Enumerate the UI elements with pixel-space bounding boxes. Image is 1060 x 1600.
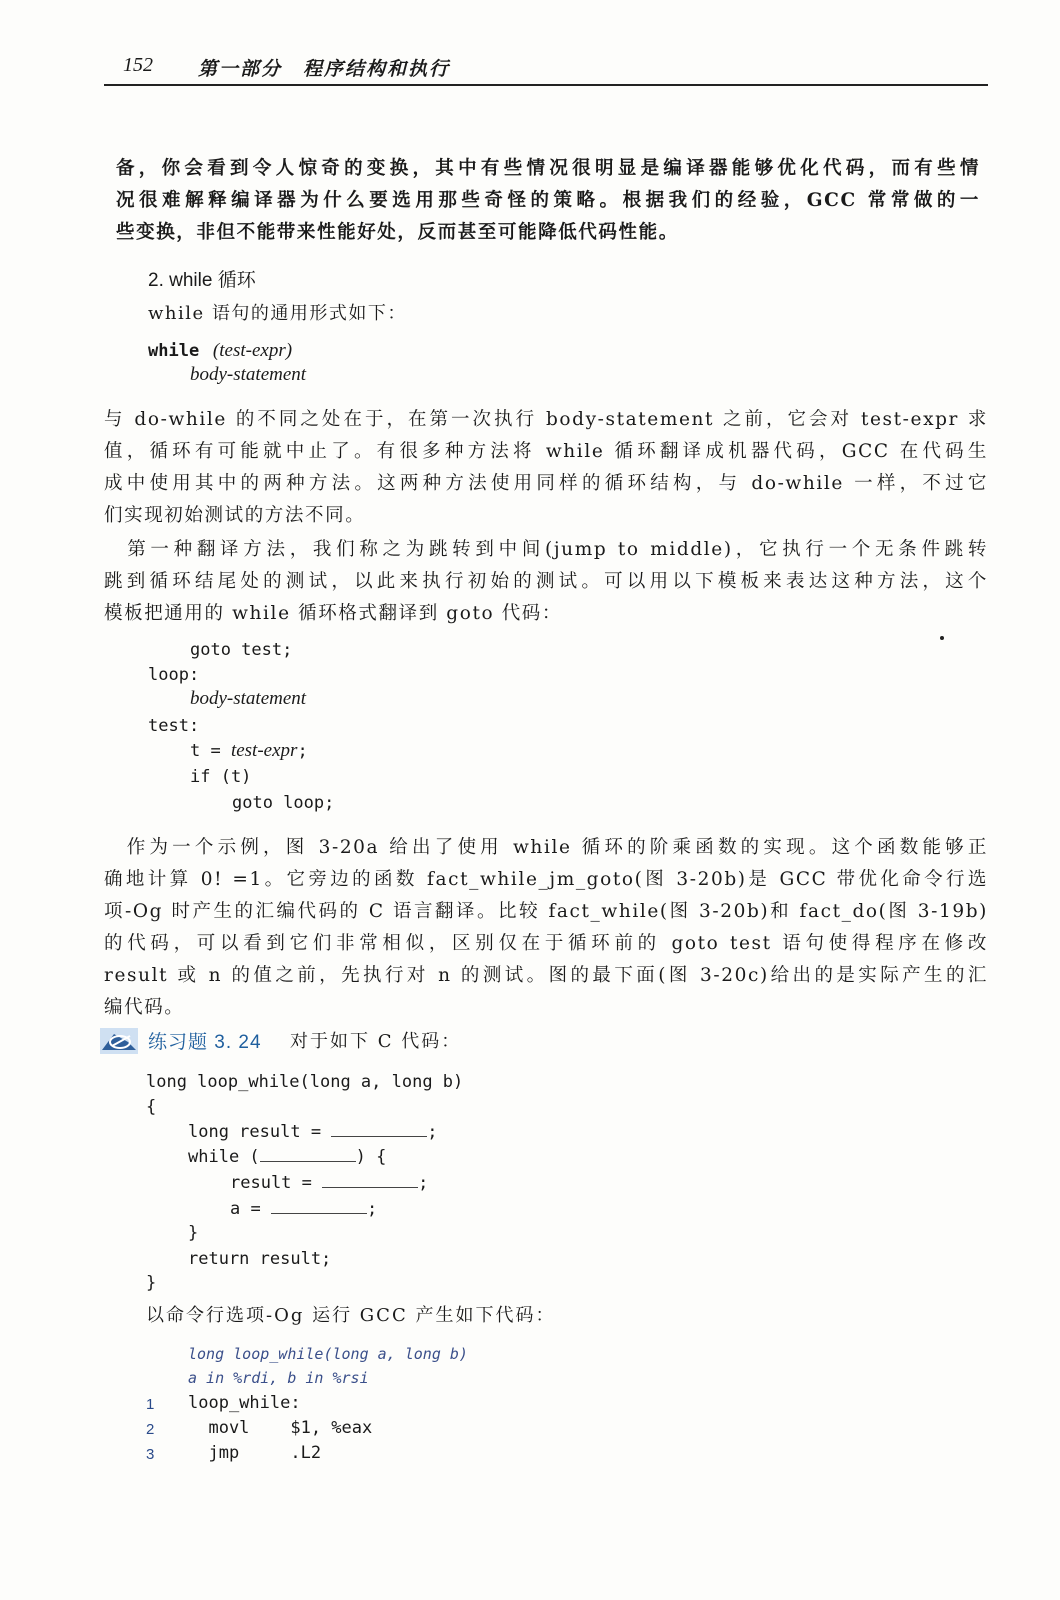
code-fragment: test-expr [230,740,298,761]
page-number: 152 [123,54,153,76]
c-code-line [230,1199,377,1219]
section-heading: 2. while 循环 [148,270,256,291]
paragraph-jump-to-middle [104,534,988,630]
goto-template-line: loop: [148,665,200,685]
paragraph-line: 确地计算 0! =1。它旁边的函数 fact_while_jm_goto(图 3-20b)是 GCC 带优化命令行选 [104,869,988,890]
stray-mark [940,636,944,640]
code-fragment: ) { [355,1147,387,1167]
asm-comment: long loop_while(long a, long b) [188,1345,468,1363]
while-keyword: while [148,341,200,361]
code-fragment: ; [418,1173,429,1193]
code-fragment: a = [230,1199,271,1219]
paragraph-line: 与 do-while 的不同之处在于，在第一次执行 body-statement 之前，它会对 test-expr 求 [104,409,988,430]
c-code-line: } [146,1273,157,1293]
paragraph-line: 值，循环有可能就中止了。有很多种方法将 while 循环翻译成机器代码，GCC 在代码生 [104,441,988,462]
code-fragment: ; [427,1122,438,1142]
test-expr: (test-expr) [212,340,293,361]
code-fragment: long result = [188,1122,332,1142]
paragraph-do-while-diff [104,404,988,532]
code-fragment: result = [230,1173,323,1193]
after-code-sentence: 以命令行选项-Og 运行 GCC 产生如下代码： [146,1305,556,1326]
paragraph-line: result 或 n 的值之前，先执行对 n 的测试。图的最下面(图 3-20c)给出的是实际产生的汇 [104,965,988,986]
code-fragment: ; [297,741,308,761]
paragraph-example [104,832,988,1024]
exercise-pencil-icon [100,1028,138,1054]
paragraph-line: 的代码，可以看到它们非常相似，区别仅在于循环前的 goto test 语句使得程序在修改 [104,933,988,954]
running-header-title: 第一部分 程序结构和执行 [198,58,451,80]
paragraph-line: 模板把通用的 while 循环格式翻译到 goto 代码： [104,603,563,624]
paragraph-line: 们实现初始测试的方法不同。 [104,505,366,526]
asm-comment: a in %rdi, b in %rsi [188,1369,369,1387]
goto-template-line [190,740,308,762]
asm-line: movl $1, %eax [188,1418,373,1438]
goto-template-line: body-statement [190,688,307,709]
asm-line-number: 2 [146,1421,155,1438]
paragraph-line: 作为一个示例，图 3-20a 给出了使用 while 循环的阶乘函数的实现。这个函数能够正 [104,837,988,858]
fill-in-blank[interactable] [322,1173,418,1188]
section-intro: while 语句的通用形式如下： [148,303,407,324]
top-paragraph-line: 些变换，非但不能带来性能好处，反而甚至可能降低代码性能。 [116,222,679,243]
top-paragraph [116,153,980,249]
header-rule [104,84,988,86]
goto-template-line: goto test; [190,640,293,660]
c-code-line [188,1122,438,1142]
goto-template-line: if (t) [190,767,252,787]
exercise-title: 练习题 3. 24 [148,1032,262,1053]
paragraph-line: 成中使用其中的两种方法。这两种方法使用同样的循环结构，与 do-while 一样，不过它 [104,473,988,494]
c-code-line [188,1147,386,1167]
body-statement: body-statement [190,364,307,385]
code-fragment: ; [366,1199,378,1219]
asm-line-number: 3 [146,1446,155,1463]
top-paragraph-line: 况很难解释编译器为什么要选用那些奇怪的策略。根据我们的经验，GCC 常常做的一 [116,190,980,211]
asm-line-number: 1 [146,1396,155,1413]
fill-in-blank[interactable] [331,1122,427,1137]
c-code-line: long loop_while(long a, long b) [146,1072,464,1092]
top-paragraph-line: 备，你会看到令人惊奇的变换，其中有些情况很明显是编译器能够优化代码，而有些情 [116,158,980,179]
paragraph-line: 项-Og 时产生的汇编代码的 C 语言翻译。比较 fact_while(图 3-20b)和 fact_do(图 3-19b) [104,901,988,922]
exercise-intro: 对于如下 C 代码： [290,1031,462,1052]
asm-line: jmp .L2 [188,1443,322,1463]
general-form-line [148,340,292,362]
goto-template-line: goto loop; [232,793,335,813]
c-code-line: return result; [188,1249,332,1269]
fill-in-blank[interactable] [260,1147,356,1162]
c-code-line: { [146,1097,157,1117]
goto-template-line: test: [148,716,200,736]
c-code-line [230,1173,428,1193]
code-fragment: while ( [188,1147,260,1167]
paragraph-line: 第一种翻译方法，我们称之为跳转到中间(jump to middle)，它执行一个无条件跳转 [104,539,988,560]
fill-in-blank[interactable] [271,1199,367,1214]
code-fragment: t = [190,741,231,761]
paragraph-line: 跳到循环结尾处的测试，以此来执行初始的测试。可以用以下模板来表达这种方法，这个 [104,571,988,592]
c-code-line: } [188,1223,199,1243]
asm-line: loop_while: [188,1393,301,1413]
paragraph-line: 编代码。 [104,997,185,1018]
